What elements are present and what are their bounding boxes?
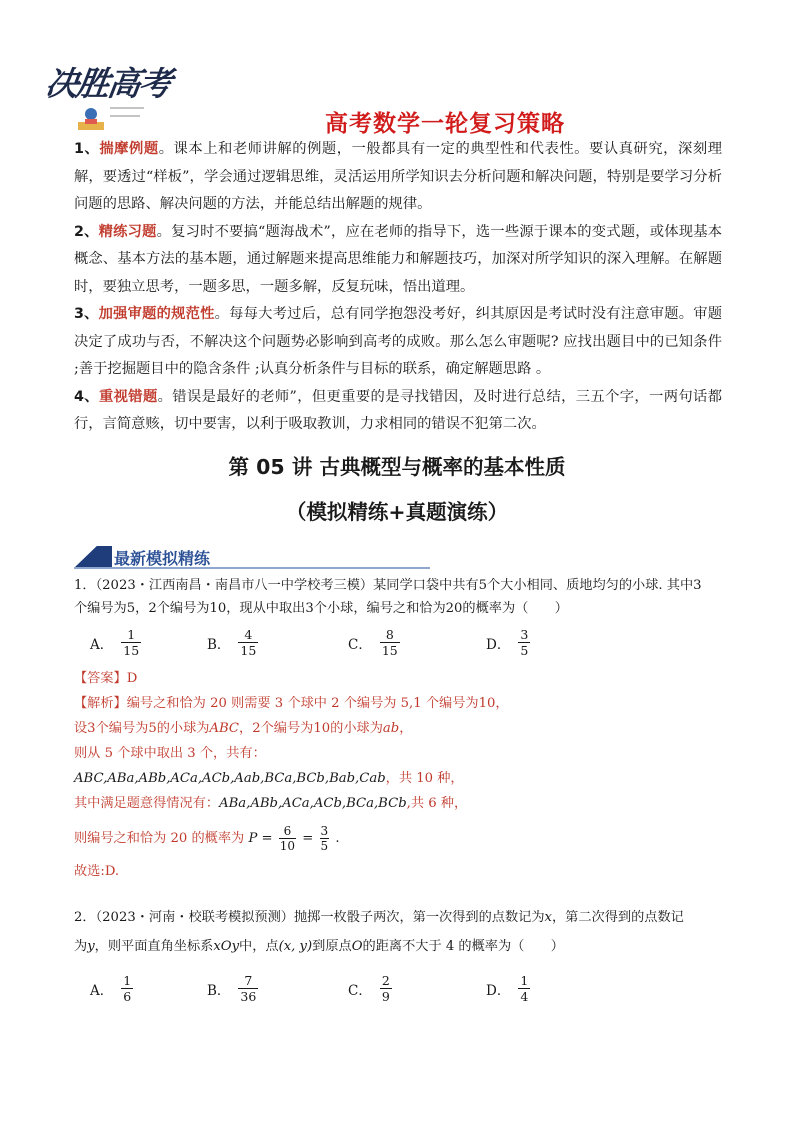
option-b[interactable] [207, 973, 258, 1004]
strategy-list [74, 136, 722, 439]
option-d[interactable] [486, 627, 530, 658]
analysis-line: 设3个编号为5的小球为ABC，2个编号为10的小球为ab， [74, 721, 413, 736]
option-letter: C． [348, 982, 372, 999]
option-a[interactable] [90, 973, 133, 1004]
logo-text: 决胜高考 [42, 64, 173, 103]
section-marker-icon [74, 546, 112, 568]
option-fraction: $\frac{4}{15}$ [240, 627, 257, 658]
strategy-item: 1、揣摩例题。课本上和老师讲解的例题，一般都具有一定的典型性和代表性。要认真研究，深刻理解，要透过“样板”，学会通过逻辑思维，灵活运用所学知识去分析问题和解决问题，特别是要学习分析问题的思路、解决问题的方法，并能总结出解题的规律。 [74, 141, 722, 212]
strategy-item: 4、重视错题。错误是最好的老师”，但更重要的是寻找错因，及时进行总结，三五个字，一两句话都行，言简意赅，切中要害，以利于吸取教训，力求相同的错误不犯第二次。 [74, 388, 723, 432]
option-letter: B． [207, 982, 231, 999]
question-1-solution [74, 666, 724, 884]
question-text: 2．（2023・河南・校联考模拟预测）抛掷一枚骰子两次，第一次得到的点数记为x，第二次得到的点数记 [74, 910, 684, 925]
option-letter: B． [207, 636, 231, 653]
section-header [74, 546, 430, 570]
analysis-line: 则从 5 个球中取出 3 个，共有： [74, 746, 266, 761]
option-fraction: $\frac{1}{6}$ [123, 973, 132, 1004]
main-title: 高考数学一轮复习策略 [325, 111, 565, 137]
option-letter: A． [90, 636, 114, 653]
strategy-item: 3、加强审题的规范性。每每大考过后，总有同学抱怨没考好，纠其原因是考试时没有注意审题。审题决定了成功与否，不解决这个问题势必影响到高考的成败。那么怎么审题呢? 应找出题目中的已知条件 ;善于挖掘题目中的隐含条件 ;认真分析条件与目标的联系，确定解题思路 。 [74, 306, 723, 377]
conclusion-line: 故选:D. [74, 864, 120, 879]
question-1-options [90, 627, 650, 667]
option-c[interactable] [348, 973, 392, 1004]
analysis-line: 【解析】编号之和恰为 20 则需要 3 个球中 2 个编号为 5,1 个编号为10， [74, 696, 509, 711]
option-d[interactable] [486, 973, 530, 1004]
lecture-title: 第 05 讲 古典概型与概率的基本性质 [228, 455, 566, 479]
option-b[interactable] [207, 627, 258, 658]
analysis-line: 则编号之和恰为 20 的概率为 P = $\frac{6}{10}$ = $\frac{3}{5}$ . [74, 824, 340, 853]
fraction: $\frac{6}{10}$ [279, 824, 296, 853]
question-text: 为y，则平面直角坐标系xOy中，点(x, y)到原点O的距离不大于 4 的概率为（ ） [74, 939, 564, 954]
question-text: 1．（2023・江西南昌・南昌市八一中学校考三模）某同学口袋中共有5个大小相同、质地均匀的小球. 其中3 [74, 578, 702, 593]
lecture-subtitle: （模拟精练+真题演练） [285, 500, 509, 524]
question-2-stem [74, 906, 722, 958]
option-letter: D． [486, 636, 511, 653]
analysis-line: 其中满足题意得情况有：ABa,ABb,ACa,ACb,BCa,BCb,共 6 种， [74, 796, 468, 811]
answer-line: 【答案】D [74, 671, 138, 686]
analysis-line: ABC,ABa,ABb,ACa,ACb,Aab,BCa,BCb,Bab,Cab，共 10 种， [74, 771, 464, 786]
fraction: $\frac{3}{5}$ [320, 824, 329, 853]
section-label: 最新模拟精练 [114, 549, 211, 568]
option-fraction: $\frac{3}{5}$ [520, 627, 529, 658]
option-fraction: $\frac{1}{4}$ [520, 973, 529, 1004]
option-letter: A． [90, 982, 114, 999]
strategy-item: 2、精练习题。复习时不要搞“题海战术”，应在老师的指导下，选一些源于课本的变式题，或体现基本概念、基本方法的基本题，通过解题来提高思维能力和解题技巧，加深对所学知识的深入理解。在解题时，要独立思考，一题多思，一题多解，反复玩味，悟出道理。 [74, 223, 723, 295]
option-fraction: $\frac{1}{15}$ [123, 627, 140, 658]
option-c[interactable] [348, 627, 400, 658]
option-letter: D． [486, 982, 511, 999]
option-fraction: $\frac{8}{15}$ [381, 627, 398, 658]
option-a[interactable] [90, 627, 141, 658]
option-letter: C． [348, 636, 372, 653]
option-fraction: $\frac{2}{9}$ [381, 973, 390, 1004]
question-1-stem [74, 574, 722, 620]
option-fraction: $\frac{7}{36}$ [240, 973, 257, 1004]
question-2-options [90, 973, 650, 1013]
question-text: 个编号为5，2个编号为10，现从中取出3个小球，编号之和恰为20的概率为（ ） [74, 601, 568, 616]
